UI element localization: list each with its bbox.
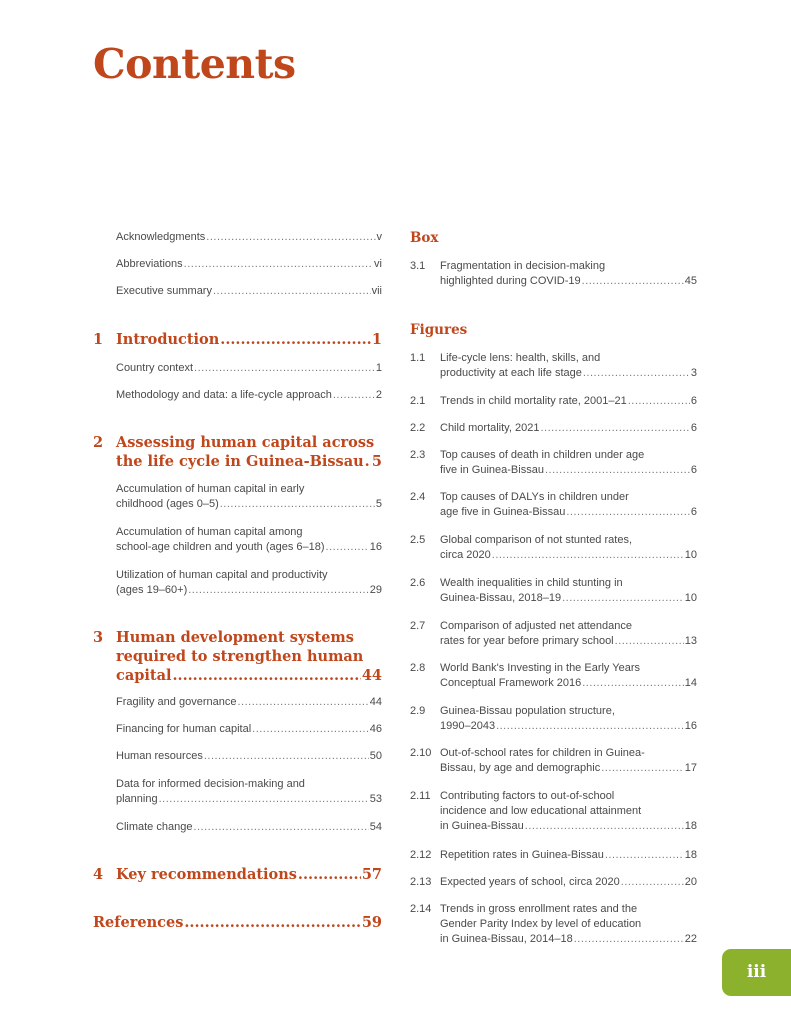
chapter-title: capital — [116, 667, 172, 684]
item-label: Gender Parity Index by level of education — [440, 918, 642, 930]
page-title: Contents — [93, 40, 296, 88]
item-number: 2.9 — [410, 705, 426, 717]
item-page: 13 — [684, 635, 697, 647]
item-number: 2.5 — [410, 534, 426, 546]
toc-entry-label: Accumulation of human capital in early — [116, 483, 305, 495]
chapter-page: 1 — [371, 331, 382, 348]
item-page: 22 — [684, 933, 697, 945]
item-number: 2.12 — [410, 849, 432, 861]
toc-entry-label: Acknowledgments — [116, 231, 206, 243]
toc-entry-executive-summary[interactable] — [116, 284, 382, 299]
item-label: Global comparison of not stunted rates, — [440, 534, 632, 546]
chapter-title: Key recommendations — [116, 866, 297, 883]
toc-entry-page: 29 — [369, 584, 382, 596]
toc-entry-label: Accumulation of human capital among — [116, 526, 303, 538]
item-label: Top causes of death in children under age — [440, 449, 645, 461]
item-label: productivity at each life stage — [440, 367, 582, 379]
item-label: rates for year before primary school — [440, 635, 614, 647]
chapter-page: 44 — [361, 667, 382, 684]
item-label: Top causes of DALYs in children under — [440, 491, 629, 503]
toc-entry[interactable] — [116, 525, 382, 555]
item-label: incidence and low educational attainment — [440, 805, 642, 817]
chapter-number: 3 — [93, 629, 104, 646]
toc-entry-label: (ages 19–60+) — [116, 584, 188, 596]
item-label: Conceptual Framework 2016 — [440, 677, 582, 689]
chapter-title: Assessing human capital across — [116, 434, 375, 451]
item-label: World Bank's Investing in the Early Years — [440, 662, 641, 674]
toc-entry-page: 50 — [369, 750, 382, 762]
toc-entry-page: vii — [371, 285, 382, 297]
toc-entry-label: school-age children and youth (ages 6–18) — [116, 541, 325, 553]
item-number: 2.8 — [410, 662, 426, 674]
item-label: Life-cycle lens: health, skills, and — [440, 352, 601, 364]
toc-entry-acknowledgments[interactable] — [116, 230, 382, 245]
toc-entry-label: Financing for human capital — [116, 723, 252, 735]
toc-entry-label: Utilization of human capital and productivity — [116, 569, 328, 581]
item-number: 2.11 — [410, 790, 431, 802]
item-page: 16 — [684, 720, 697, 732]
references-title: References — [93, 914, 184, 931]
item-label: circa 2020 — [440, 549, 491, 561]
toc-chapter-1[interactable] — [93, 330, 382, 349]
item-label: Expected years of school, circa 2020 — [440, 876, 620, 888]
chapter-title: the life cycle in Guinea-Bissau — [116, 453, 364, 470]
box-item[interactable] — [410, 259, 697, 289]
item-label: Contributing factors to out-of-school — [440, 790, 615, 802]
item-number: 2.14 — [410, 903, 432, 915]
toc-entry[interactable] — [116, 777, 382, 807]
toc-entry-label: Country context — [116, 362, 194, 374]
chapter-number: 2 — [93, 434, 104, 451]
item-number: 2.6 — [410, 577, 426, 589]
toc-entry-label: Methodology and data: a life-cycle approach — [116, 389, 332, 401]
toc-entry-page: 5 — [375, 498, 382, 510]
toc-entry-page: v — [376, 231, 382, 243]
toc-chapter-4[interactable] — [93, 865, 382, 884]
item-label: in Guinea-Bissau — [440, 820, 524, 832]
references-page: 59 — [361, 914, 382, 931]
item-page: 10 — [684, 592, 697, 604]
toc-entry-page: 2 — [375, 389, 382, 401]
item-label: Fragmentation in decision-making — [440, 260, 606, 272]
item-page: 6 — [690, 422, 697, 434]
item-page: 17 — [684, 762, 697, 774]
toc-entry-page: 53 — [369, 793, 382, 805]
item-page: 6 — [690, 464, 697, 476]
item-label: Bissau, by age and demographic — [440, 762, 601, 774]
item-label: in Guinea-Bissau, 2014–18 — [440, 933, 573, 945]
item-number: 3.1 — [410, 260, 426, 272]
item-label: Repetition rates in Guinea-Bissau — [440, 849, 604, 861]
item-number: 2.13 — [410, 876, 432, 888]
toc-entry[interactable] — [116, 820, 382, 835]
item-number: 2.4 — [410, 491, 426, 503]
chapter-title: Human development systems — [116, 629, 354, 646]
toc-entry-label: Abbreviations — [116, 258, 183, 270]
item-label: Out-of-school rates for children in Guinea- — [440, 747, 645, 759]
chapter-number: 1 — [93, 331, 104, 348]
box-heading: Box — [410, 230, 439, 246]
toc-entry-page: 1 — [375, 362, 382, 374]
chapter-page: 5 — [371, 453, 382, 470]
toc-entry[interactable] — [116, 482, 382, 512]
toc-entry-page: 16 — [369, 541, 382, 553]
item-label: Guinea-Bissau population structure, — [440, 705, 615, 717]
item-label: Wealth inequalities in child stunting in — [440, 577, 623, 589]
item-label: five in Guinea-Bissau — [440, 464, 544, 476]
toc-entry-abbreviations[interactable] — [116, 257, 382, 272]
item-label: 1990–2043 — [440, 720, 496, 732]
toc-entry-label: Climate change — [116, 821, 193, 833]
item-page: 3 — [690, 367, 697, 379]
item-label: Child mortality, 2021 — [440, 422, 540, 434]
item-number: 2.10 — [410, 747, 432, 759]
toc-chapter-2[interactable] — [93, 433, 382, 471]
toc-entry[interactable] — [116, 749, 382, 764]
toc-entry-page: vi — [374, 258, 382, 270]
toc-entry-label: Data for informed decision-making and — [116, 778, 305, 790]
item-label: age five in Guinea-Bissau — [440, 506, 566, 518]
figures-heading: Figures — [410, 322, 468, 338]
toc-entry-page: 44 — [369, 696, 382, 708]
toc-entry-label: Human resources — [116, 750, 203, 762]
item-page: 18 — [684, 849, 697, 861]
toc-chapter-3[interactable] — [93, 628, 382, 685]
item-label: Trends in child mortality rate, 2001–21 — [440, 395, 627, 407]
toc-entry[interactable] — [116, 695, 382, 710]
item-number: 2.1 — [410, 395, 426, 407]
item-page: 14 — [684, 677, 697, 689]
item-number: 1.1 — [410, 352, 426, 364]
page-number-badge: iii — [722, 949, 791, 996]
item-number: 2.2 — [410, 422, 426, 434]
toc-entry-label: childhood (ages 0–5) — [116, 498, 219, 510]
toc-entry-label: Executive summary — [116, 285, 212, 297]
item-number: 2.7 — [410, 620, 426, 632]
item-page: 6 — [690, 395, 697, 407]
item-page: 20 — [684, 876, 697, 888]
chapter-number: 4 — [93, 866, 104, 883]
toc-entry[interactable] — [116, 361, 382, 376]
toc-entry[interactable] — [116, 568, 382, 598]
item-label: Trends in gross enrollment rates and the — [440, 903, 638, 915]
item-page: 6 — [690, 506, 697, 518]
toc-entry[interactable] — [116, 388, 382, 403]
item-label: Comparison of adjusted net attendance — [440, 620, 633, 632]
toc-entry-label: Fragility and governance — [116, 696, 237, 708]
chapter-page: 57 — [361, 866, 382, 883]
toc-entry-label: planning — [116, 793, 158, 805]
item-number: 2.3 — [410, 449, 426, 461]
chapter-title: Introduction — [116, 331, 220, 348]
item-page: 10 — [684, 549, 697, 561]
item-page: 45 — [684, 275, 697, 287]
chapter-title: required to strengthen human — [116, 648, 364, 665]
toc-entry[interactable] — [116, 722, 382, 737]
toc-references[interactable] — [93, 913, 382, 932]
item-page: 18 — [684, 820, 697, 832]
toc-entry-page: 54 — [369, 821, 382, 833]
item-label: Guinea-Bissau, 2018–19 — [440, 592, 562, 604]
toc-entry-page: 46 — [369, 723, 382, 735]
item-label: highlighted during COVID-19 — [440, 275, 581, 287]
